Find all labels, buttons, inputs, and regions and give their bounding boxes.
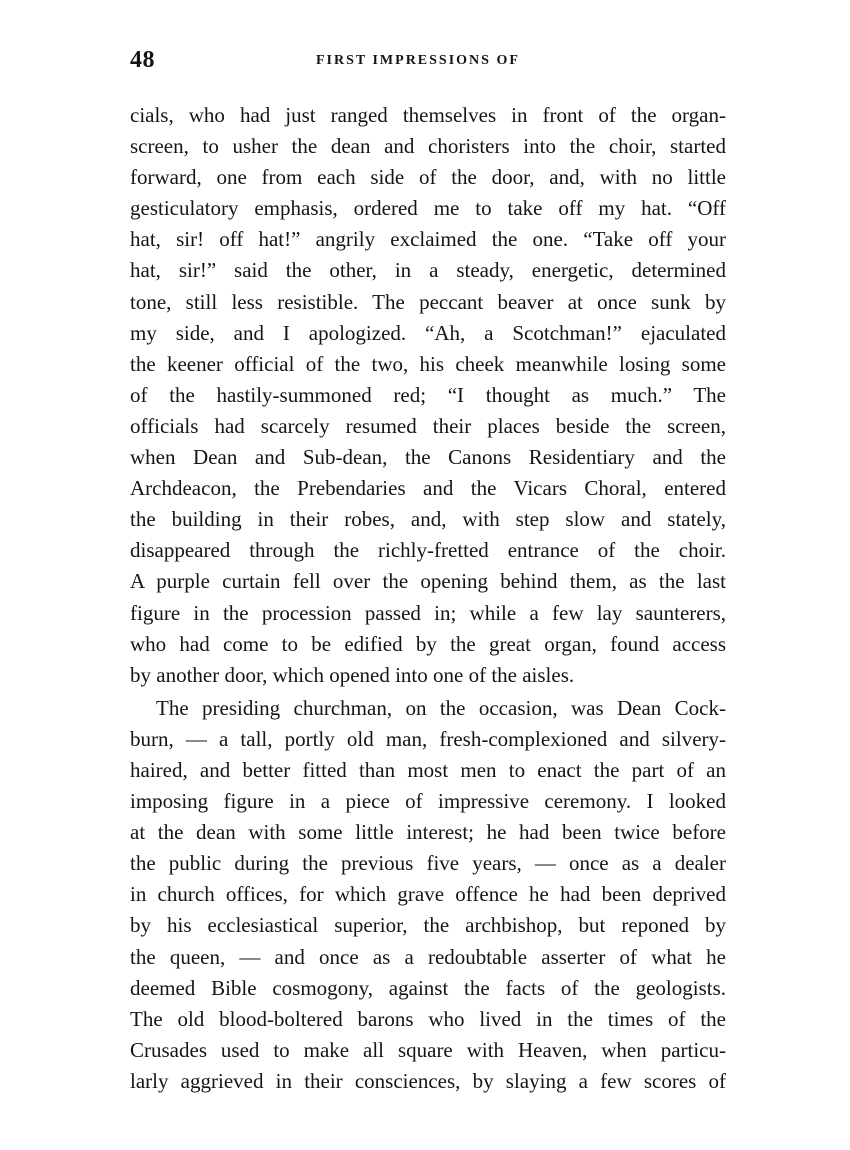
text-line: The old blood-boltered barons who lived in the times of the bbox=[130, 1006, 726, 1031]
text-line: at the dean with some little interest; he had been twice before bbox=[130, 820, 726, 845]
text-line: forward, one from each side of the door, and, with no little bbox=[130, 165, 726, 190]
text-line: The presiding churchman, on the occasion, was Dean Cock- bbox=[156, 695, 726, 720]
text-line: when Dean and Sub-dean, the Canons Residentiary and the bbox=[130, 445, 726, 470]
text-line: cials, who had just ranged themselves in front of the organ- bbox=[130, 103, 726, 127]
paragraph bbox=[130, 693, 726, 1097]
text-line: larly aggrieved in their consciences, by slaying a few scores of bbox=[130, 1068, 726, 1093]
text-line: the building in their robes, and, with step slow and stately, bbox=[130, 507, 726, 532]
text-line: imposing figure in a piece of impressive ceremony. I looked bbox=[130, 789, 726, 814]
text-line: by another door, which opened into one of the aisles. bbox=[130, 662, 575, 687]
text-line: my side, and I apologized. “Ah, a Scotchman!” ejaculated bbox=[130, 320, 726, 345]
text-line: A purple curtain fell over the opening behind them, as the last bbox=[130, 569, 726, 594]
text-line: officials had scarcely resumed their places beside the screen, bbox=[130, 413, 726, 438]
text-line: burn, — a tall, portly old man, fresh-complexioned and silvery- bbox=[130, 726, 726, 751]
page-number: 48 bbox=[130, 47, 155, 73]
paragraph bbox=[130, 100, 726, 691]
text-line: the queen, — and once as a redoubtable asserter of what he bbox=[130, 944, 726, 969]
text-line: the public during the previous five years, — once as a dealer bbox=[130, 851, 726, 876]
text-line: Archdeacon, the Prebendaries and the Vicars Choral, entered bbox=[130, 476, 726, 501]
text-line: disappeared through the richly-fretted entrance of the choir. bbox=[130, 538, 726, 563]
text-line: of the hastily-summoned red; “I thought as much.” The bbox=[130, 382, 726, 407]
text-line: haired, and better fitted than most men to enact the part of an bbox=[130, 757, 726, 782]
text-line: figure in the procession passed in; while a few lay saunterers, bbox=[130, 600, 726, 625]
running-title: FIRST IMPRESSIONS OF bbox=[316, 53, 520, 68]
text-line: in church offices, for which grave offence he had been deprived bbox=[130, 882, 726, 907]
text-line: gesticulatory emphasis, ordered me to take off my hat. “Off bbox=[130, 196, 726, 221]
text-line: hat, sir!” said the other, in a steady, energetic, determined bbox=[130, 258, 726, 283]
text-line: the keener official of the two, his cheek meanwhile losing some bbox=[130, 351, 726, 376]
text-line: screen, to usher the dean and choristers into the choir, started bbox=[130, 134, 726, 159]
text-line: tone, still less resistible. The peccant beaver at once sunk by bbox=[130, 289, 726, 314]
text-line: hat, sir! off hat!” angrily exclaimed the one. “Take off your bbox=[130, 227, 726, 252]
text-line: deemed Bible cosmogony, against the facts of the geologists. bbox=[130, 975, 726, 1000]
body-text bbox=[130, 100, 726, 1097]
text-line: by his ecclesiastical superior, the archbishop, but reponed by bbox=[130, 913, 726, 938]
text-line: who had come to be edified by the great organ, found access bbox=[130, 631, 726, 656]
text-line: Crusades used to make all square with Heaven, when particu- bbox=[130, 1037, 726, 1062]
